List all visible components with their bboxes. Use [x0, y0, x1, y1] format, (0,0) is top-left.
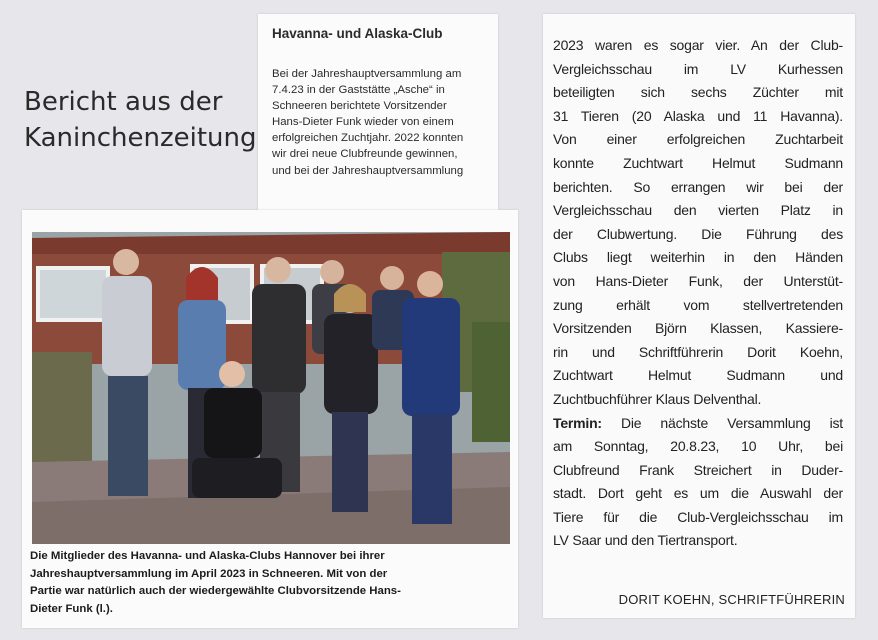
article-right-body — [553, 34, 843, 553]
heading-line-1: Bericht aus der — [24, 87, 223, 117]
article-line: Zuchtbuchführer Klaus Delventhal. — [553, 390, 762, 407]
article-line: Vergleichsschau im LV Kurhessen — [553, 60, 843, 77]
caption-line: Partie war natürlich auch der wiedergewählte Clubvorsitzende Hans- — [30, 585, 401, 598]
article-line: LV Saar und den Tiertransport. — [553, 532, 738, 549]
article-line: Hans-Dieter Funk wieder von einem — [272, 116, 454, 129]
article-line: stadt. Dort geht es um die Auswahl der — [553, 485, 843, 502]
article-line: Clubfreund Frank Streichert in Duder- — [553, 461, 843, 478]
article-line: erfolgreichen Zuchtjahr. 2022 konnten — [272, 132, 464, 145]
article-line: 31 Tieren (20 Alaska und 11 Havanna). — [553, 107, 843, 124]
article-line: Clubs liegt weiterhin in den Händen — [553, 249, 843, 266]
photo-caption — [30, 548, 514, 618]
termin-label: Termin: — [553, 414, 602, 431]
group-photo-illustration — [32, 232, 510, 544]
article-line: 2023 waren es sogar vier. An der Club- — [553, 37, 843, 53]
article-line: am Sonntag, 20.8.23, 10 Uhr, bei — [553, 438, 843, 455]
article-line: von Hans-Dieter Funk, der Unterstüt- — [553, 272, 843, 289]
article-line: Von einer erfolgreichen Zuchtarbeit — [553, 131, 843, 148]
article-line: 7.4.23 in der Gaststätte „Asche“ in — [272, 84, 445, 97]
article-line: Bei der Jahreshauptversammlung am — [272, 68, 462, 80]
article-line: Tiere für die Club-Vergleichsschau im — [553, 508, 843, 525]
page-heading — [24, 84, 257, 156]
article-top-body — [272, 66, 490, 179]
caption-line: Dieter Funk (l.). — [30, 602, 113, 615]
article-clipping-top — [258, 14, 498, 210]
article-line: zung erhält vom stellvertretenden — [553, 296, 843, 313]
article-line: konnte Zuchtwart Helmut Sudmann — [553, 154, 843, 171]
article-line: Zuchtwart Helmut Sudmann und — [553, 367, 843, 384]
article-line: wir drei neue Clubfreunde gewinnen, — [272, 148, 458, 161]
article-line: der Clubwertung. Die Führung des — [553, 225, 843, 242]
termin-line — [553, 412, 843, 436]
heading-line-2: Kaninchenzeitung — [24, 123, 257, 153]
article-line: beteiligten sich sechs Züchter mit — [553, 84, 843, 101]
article-line: Vergleichsschau den vierten Platz in — [553, 202, 843, 219]
article-line: berichten. So errangen wir bei der — [553, 178, 843, 195]
caption-line: Jahreshauptversammlung im April 2023 in Schneeren. Mit von der — [30, 567, 388, 580]
article-line: Schneeren berichtete Vorsitzender — [272, 100, 447, 113]
signature: DORIT KOEHN, SCHRIFTFÜHRERIN — [618, 592, 845, 607]
photo-clipping — [22, 210, 518, 628]
article-line: rin und Schriftführerin Dorit Koehn, — [553, 343, 843, 360]
group-photo — [32, 232, 510, 544]
article-line: und bei der Jahreshauptversammlung — [272, 164, 464, 177]
article-line: Vorsitzenden Björn Klassen, Kassiere- — [553, 320, 843, 337]
termin-text: Die nächste Versammlung ist — [620, 414, 843, 431]
article-title: Havanna- und Alaska-Club — [272, 26, 443, 41]
article-clipping-right — [543, 14, 855, 618]
caption-line: Die Mitglieder des Havanna- und Alaska-Clubs Hannover bei ihrer — [30, 550, 385, 562]
